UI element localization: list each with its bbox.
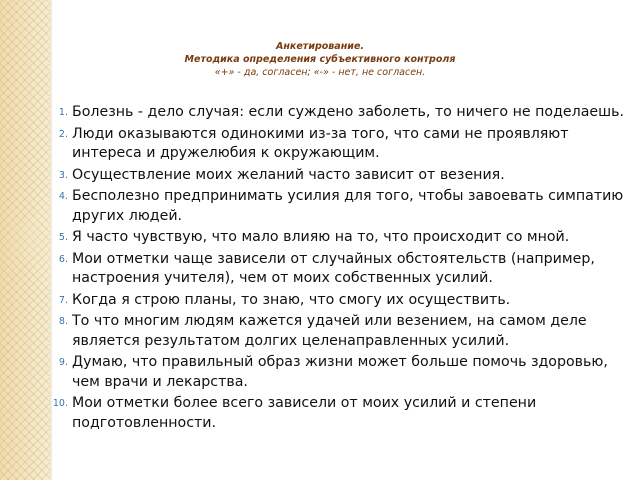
item-number: 5. — [58, 232, 68, 243]
list-item — [45, 312, 625, 351]
item-text: Мои отметки чаще зависели от случайных обстоятельств (например, настроения учителя), чем от моих собственных усилий. — [72, 250, 595, 286]
item-text: Бесполезно предпринимать усилия для того, чтобы завоевать симпатию других людей. — [72, 188, 624, 224]
item-text: Люди оказываются одинокими из-за того, что сами не проявляют интереса и дружелюбия к окружающим. — [72, 125, 569, 161]
item-text: Думаю, что правильный образ жизни может больше помочь здоровью, чем врачи и лекарства. — [72, 354, 608, 390]
item-text: Когда я строю планы, то знаю, что смогу их осуществить. — [72, 291, 511, 308]
item-number: 3. — [58, 169, 68, 181]
list-item — [45, 353, 625, 392]
slide-header — [150, 40, 490, 79]
header-title: Анкетирование. — [276, 41, 364, 52]
header-legend: «+» - да, согласен; «-» - нет, не согласен. — [214, 67, 426, 78]
item-number: 8. — [58, 316, 68, 327]
list-item — [45, 103, 625, 123]
decorative-left-band — [0, 0, 50, 480]
item-text: То что многим людям кажется удачей или везением, на самом деле является результатом долгих целенаправленных усилий. — [72, 313, 587, 349]
list-item — [45, 291, 625, 311]
list-item — [45, 166, 625, 186]
header-method: Методика определения субъективного контроля — [184, 54, 456, 65]
item-number: 9. — [58, 357, 68, 368]
item-number: 4. — [58, 191, 68, 202]
questionnaire-list — [45, 103, 625, 435]
item-text: Мои отметки более всего зависели от моих усилий и степени подготовленности. — [72, 395, 537, 431]
list-item — [45, 187, 625, 226]
item-number: 7. — [58, 294, 68, 306]
list-item — [45, 394, 625, 433]
item-text: Осуществление моих желаний часто зависит от везения. — [72, 166, 505, 183]
item-number: 1. — [58, 107, 68, 118]
item-number: 6. — [58, 253, 68, 265]
list-item — [45, 228, 625, 248]
item-text: Болезнь - дело случая: если суждено заболеть, то ничего не поделаешь. — [72, 104, 624, 120]
item-number: 2. — [58, 128, 68, 140]
item-text: Я часто чувствую, что мало влияю на то, что происходит со мной. — [72, 229, 570, 245]
item-number: 10. — [52, 398, 68, 409]
list-item — [45, 125, 625, 164]
list-item — [45, 250, 625, 289]
